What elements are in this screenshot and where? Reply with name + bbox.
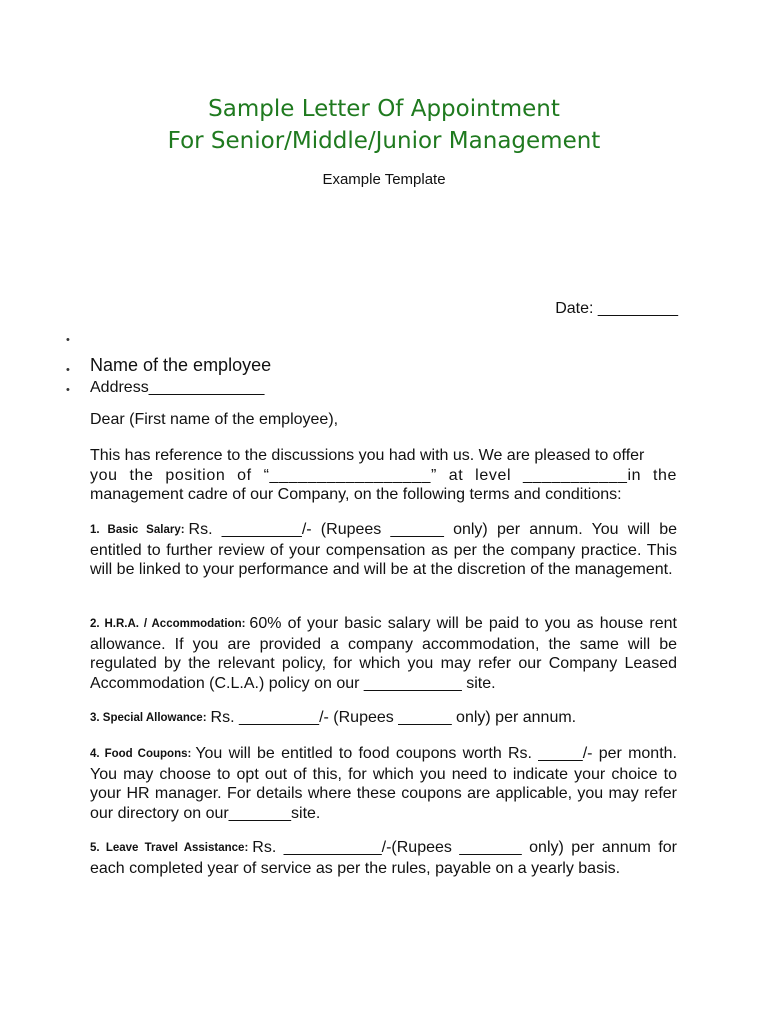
document-title-line1: Sample Letter Of Appointment bbox=[208, 96, 560, 122]
clause-text: Rs. ___________/-(Rupees _______ only) per annum for each completed year of service as per the rules, payable on a yearly basis. bbox=[90, 839, 677, 877]
clause-label: 2. H.R.A. / Accommodation: bbox=[90, 618, 246, 630]
clause-text: Rs. _________/- (Rupees ______ only) per annum. bbox=[210, 709, 577, 726]
intro-line2: you the position of “_________________” at level ___________in the bbox=[90, 466, 677, 484]
intro-line1: This has reference to the discussions you had with us. We are pleased to offer bbox=[90, 447, 645, 464]
clause-label: 1. Basic Salary: bbox=[90, 524, 185, 536]
employee-name: Name of the employee bbox=[90, 355, 272, 375]
bullet-icon: • bbox=[66, 384, 70, 396]
date-field: Date: _________ bbox=[555, 300, 678, 317]
clause-basic-salary bbox=[90, 520, 677, 580]
clause-special-allowance bbox=[90, 708, 677, 729]
list-item-employee-name bbox=[66, 352, 666, 378]
clause-text: You will be entitled to food coupons worth Rs. _____/- per month. You may choose to opt out of this, for which you need to indicate your choice to your HR manager. For details where these coupons are applicable, you may refer our directory on our_______site. bbox=[90, 745, 677, 822]
clause-hra-accommodation bbox=[90, 614, 677, 693]
clause-leave-travel bbox=[90, 838, 677, 878]
employee-address: Address_____________ bbox=[90, 379, 265, 396]
bullet-icon: • bbox=[66, 334, 70, 346]
clause-text: 60% of your basic salary will be paid to you as house rent allowance. If you are provided a company accommodation, the same will be regulated by the relevant policy, for which you may refer our Company Leased Accommodation (C.L.A.) policy on our ___________ site. bbox=[90, 615, 677, 692]
intro-paragraph bbox=[90, 446, 677, 505]
recipient-list bbox=[66, 336, 666, 398]
clause-food-coupons bbox=[90, 744, 677, 823]
intro-line3: management cadre of our Company, on the following terms and conditions: bbox=[90, 486, 622, 503]
document-subtitle: Example Template bbox=[322, 171, 446, 188]
clause-label: 4. Food Coupons: bbox=[90, 748, 192, 760]
list-item-address bbox=[66, 378, 666, 398]
greeting: Dear (First name of the employee), bbox=[90, 411, 339, 428]
clause-text: Rs. _________/- (Rupees ______ only) per annum. You will be entitled to further review of your compensation as per the company practice. This will be linked to your performance and will be at the discretion of the management. bbox=[90, 521, 677, 578]
bullet-icon: • bbox=[66, 364, 70, 376]
list-item-empty bbox=[66, 336, 666, 350]
clause-label: 5. Leave Travel Assistance: bbox=[90, 842, 249, 854]
clause-label: 3. Special Allowance: bbox=[90, 712, 207, 724]
document-title-line2: For Senior/Middle/Junior Management bbox=[167, 128, 601, 154]
